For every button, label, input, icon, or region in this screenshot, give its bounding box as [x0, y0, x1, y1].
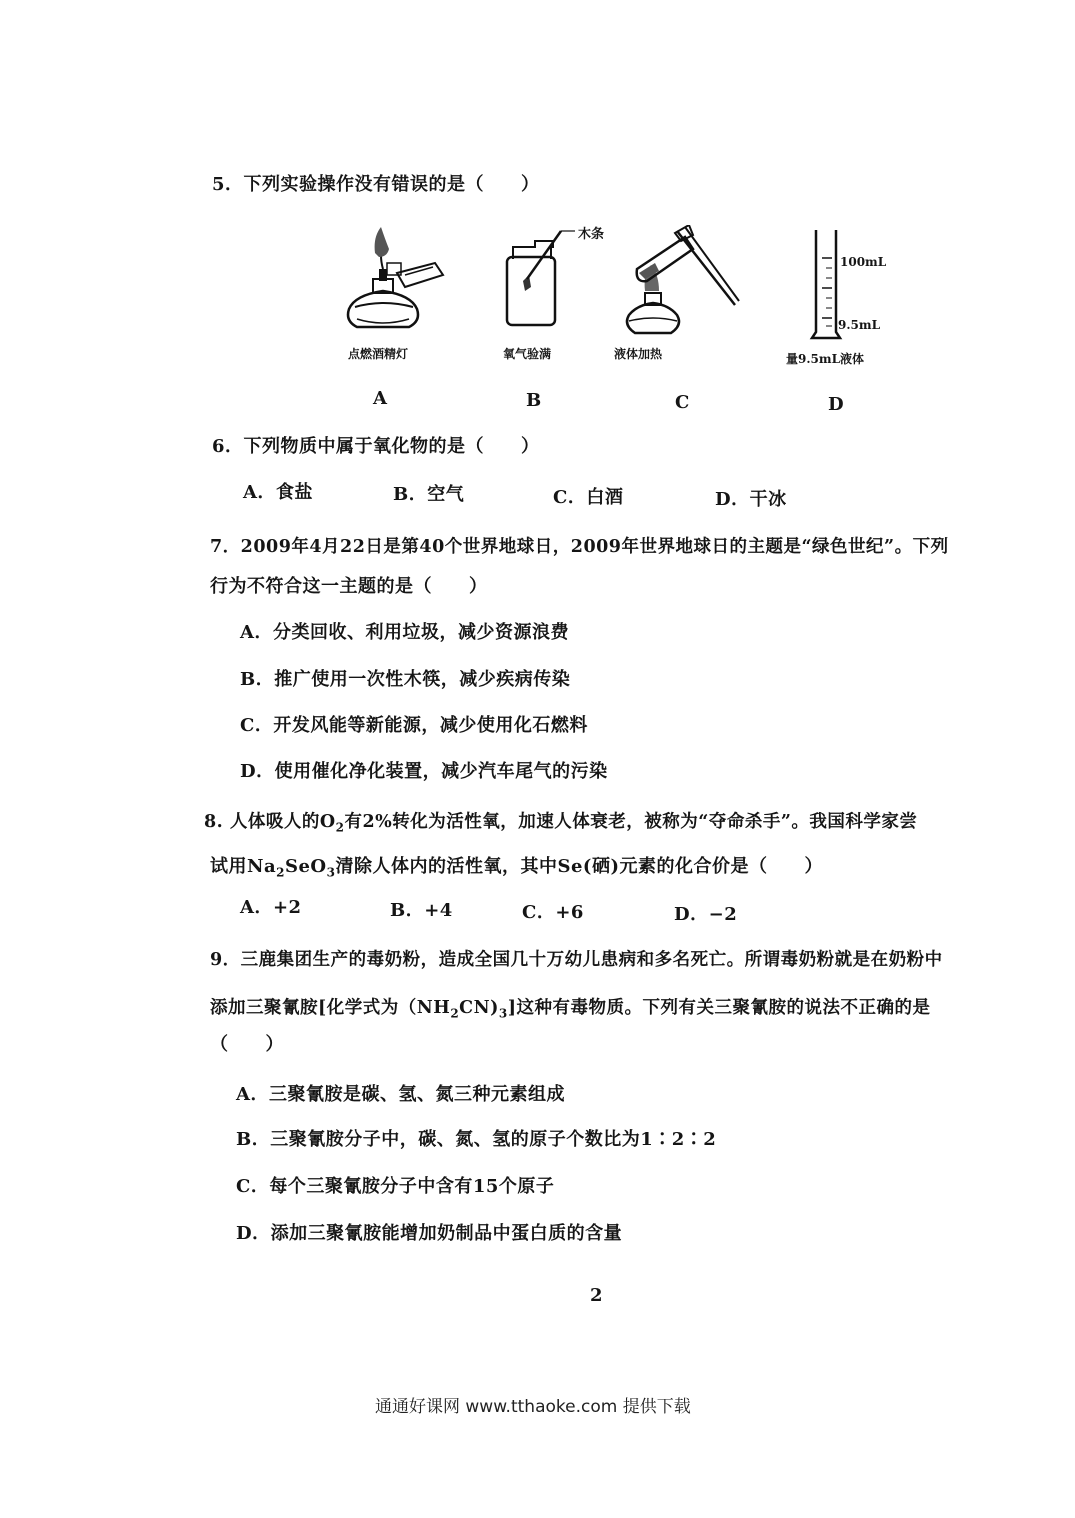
figure-a-caption: 点燃酒精灯: [348, 347, 409, 361]
q5-stem: 5．下列实验操作没有错误的是（ ）: [212, 174, 540, 195]
q7-option-b: B．推广使用一次性木筷，减少疾病传染: [240, 669, 571, 690]
figure-d-caption: 量9.5mL液体: [786, 352, 865, 366]
q7-stem-line2: 行为不符合这一主题的是（ ）: [210, 576, 488, 597]
figure-a-letter: A: [373, 388, 387, 409]
q9-option-d: D．添加三聚氰胺能增加奶制品中蛋白质的含量: [236, 1223, 623, 1244]
q8-stem-line2: 试用$Na_2SeO_3$清除人体内的活性氧，其中Se(硒)元素的化合价是（ ）: [210, 856, 823, 880]
cylinder-mark-bottom: 9.5mL: [838, 318, 881, 332]
q6-option-c: C．白酒: [553, 487, 624, 508]
q6-option-a: A．食盐: [243, 482, 313, 503]
q6-option-d: D．干冰: [715, 489, 787, 510]
figure-c-caption: 液体加热: [614, 347, 663, 361]
q7-stem-line1: 7．2009年4月22日是第40个世界地球日，2009年世界地球日的主题是“绿色世纪”。下列: [210, 537, 949, 557]
figure-b-caption: 氧气验满: [503, 347, 552, 361]
alcohol-lamp-figure: [335, 225, 450, 335]
q8-option-a: A．+2: [240, 897, 302, 918]
splint-label: 木条: [578, 227, 605, 242]
q6-option-b: B．空气: [393, 484, 465, 505]
figure-b-letter: B: [526, 390, 542, 411]
cylinder-mark-top: 100mL: [840, 255, 887, 269]
q8-option-b: B．+4: [390, 900, 453, 921]
q9-option-a: A．三聚氰胺是碳、氢、氮三种元素组成: [236, 1084, 565, 1105]
figure-d-letter: D: [828, 394, 844, 415]
q9-stem-line1: 9．三鹿集团生产的毒奶粉，造成全国几十万幼儿患病和多名死亡。所谓毒奶粉就是在奶粉中: [210, 950, 943, 970]
liquid-heating-figure: [615, 225, 745, 340]
figure-c-letter: C: [675, 392, 690, 413]
q8-option-d: D．−2: [674, 904, 738, 925]
q9-stem-line3: （ ）: [210, 1034, 284, 1055]
q7-option-a: A．分类回收、利用垃圾，减少资源浪费: [240, 622, 569, 643]
q9-option-b: B．三聚氰胺分子中，碳、氮、氢的原子个数比为1∶2∶2: [236, 1129, 717, 1150]
page-number: 2: [590, 1285, 603, 1306]
footer-credit: 通通好课网 www.tthaoke.com 提供下载: [375, 1397, 691, 1417]
q9-option-c: C．每个三聚氰胺分子中含有15个原子: [236, 1176, 555, 1197]
q8-option-c: C．+6: [522, 902, 584, 923]
q8-stem-line1: 8. 人体吸人的$O_2$有2%转化为活性氧，加速人体衰老，被称为“夺命杀手”。我国科学家尝: [204, 812, 918, 835]
q7-option-d: D．使用催化净化装置，减少汽车尾气的污染: [240, 761, 608, 782]
q9-stem-line2: 添加三聚氰胺[化学式为$(NH_2CN)_3$]这种有毒物质。下列有关三聚氰胺的说法不正确的是: [210, 998, 931, 1021]
q6-stem: 6．下列物质中属于氧化物的是（ ）: [212, 436, 540, 457]
q7-option-c: C．开发风能等新能源，减少使用化石燃料: [240, 715, 588, 736]
